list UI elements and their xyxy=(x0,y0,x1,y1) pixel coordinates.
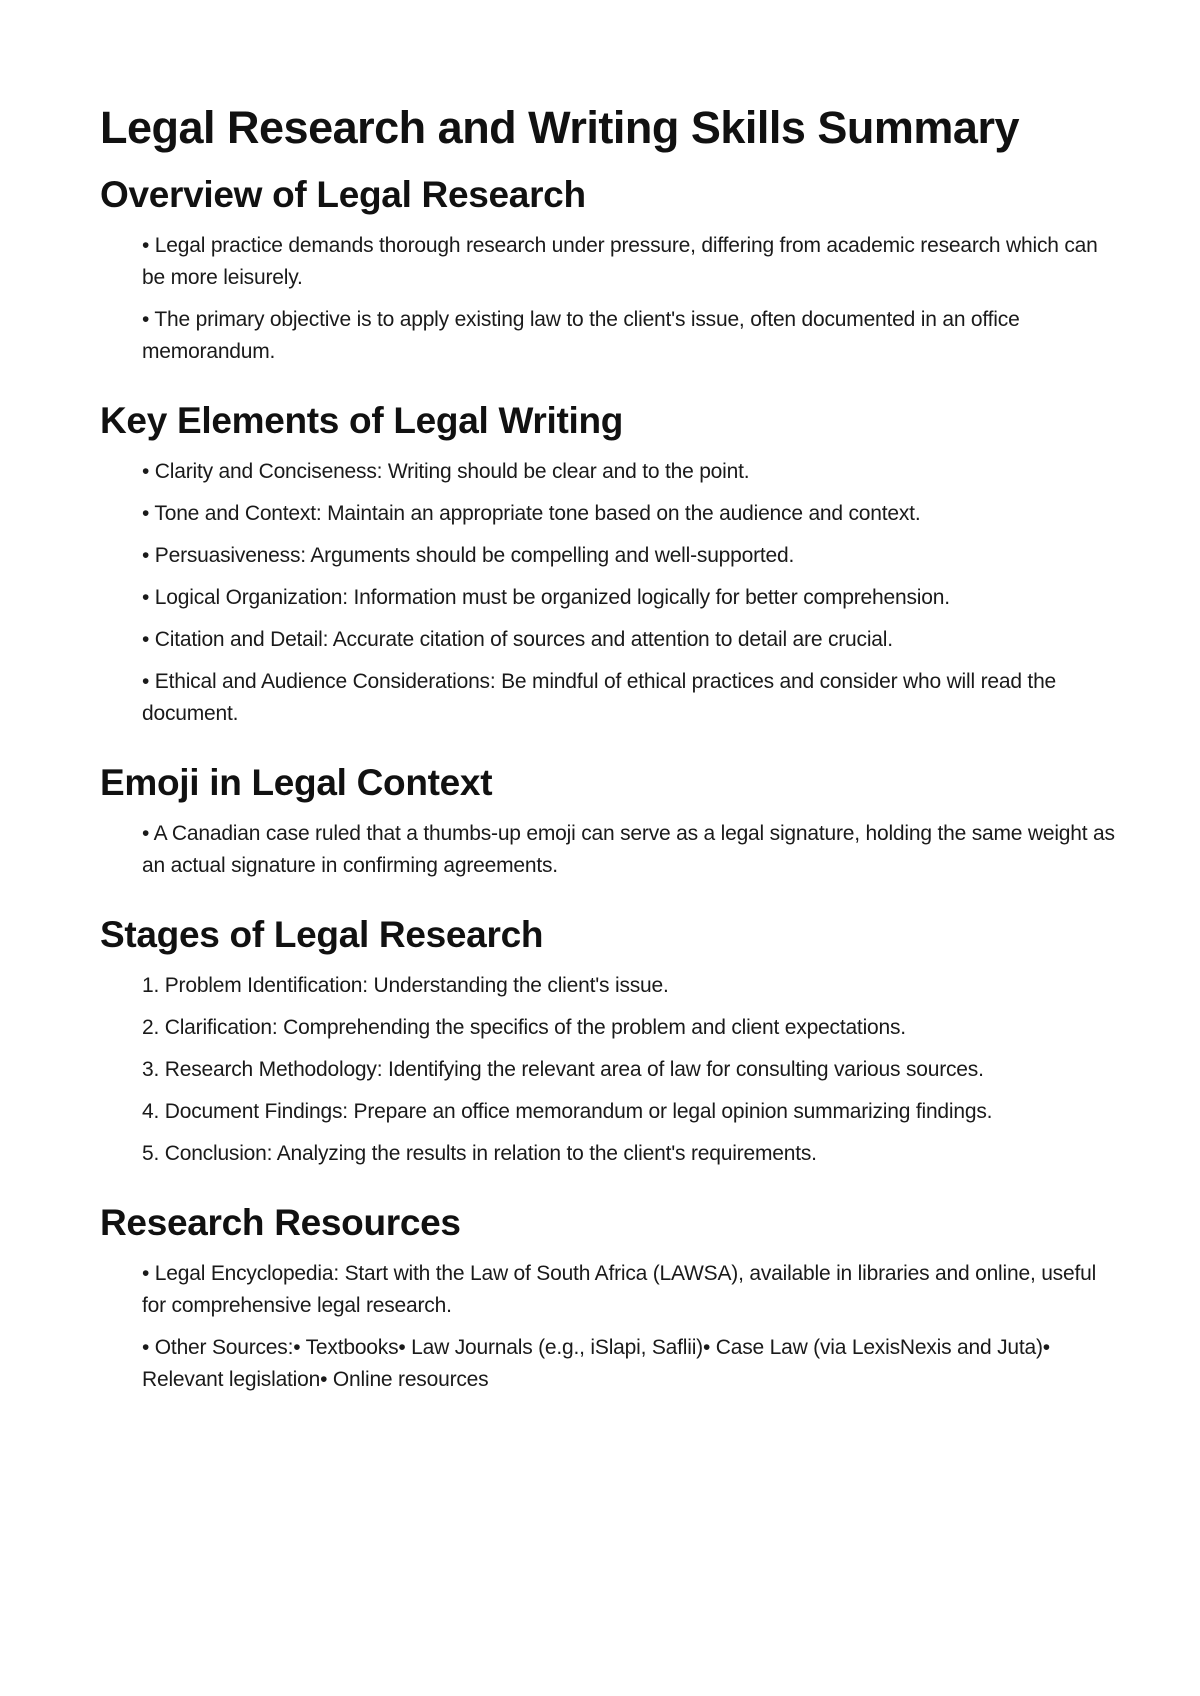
section-emoji xyxy=(100,758,1120,882)
list-item-text: Citation and Detail: Accurate citation of sources and attention to detail are crucial. xyxy=(154,628,893,651)
bullet-marker: • xyxy=(142,502,155,525)
bullet-marker: • xyxy=(142,544,155,567)
document-title: Legal Research and Writing Skills Summary xyxy=(100,102,1019,153)
list-item-text: A Canadian case ruled that a thumbs-up emoji can serve as a legal signature, holding the same weight as an actual signature in confirming agreements. xyxy=(142,822,1115,877)
list-item-text: Clarity and Conciseness: Writing should be clear and to the point. xyxy=(154,460,750,483)
list-item-text: Document Findings: Prepare an office memorandum or legal opinion summarizing findings. xyxy=(164,1100,993,1123)
bullet-marker: • xyxy=(142,1336,155,1359)
list-item xyxy=(142,1138,1120,1170)
bullet-list xyxy=(100,1258,1120,1396)
bullet-list xyxy=(100,230,1120,368)
bullet-marker: • xyxy=(142,460,155,483)
list-item xyxy=(142,624,1120,656)
number-marker: 2. xyxy=(142,1016,165,1039)
list-item-text: Logical Organization: Information must be organized logically for better comprehension. xyxy=(154,586,950,609)
list-item xyxy=(142,498,1120,530)
list-item-text: Ethical and Audience Considerations: Be mindful of ethical practices and consider who will read the document. xyxy=(142,670,1057,725)
list-item xyxy=(142,970,1120,1002)
section-heading: Key Elements of Legal Writing xyxy=(100,400,624,441)
list-item xyxy=(142,540,1120,572)
number-marker: 5. xyxy=(142,1142,165,1165)
bullet-list xyxy=(100,456,1120,730)
bullet-marker: • xyxy=(142,308,155,331)
number-marker: 4. xyxy=(142,1100,165,1123)
section-overview xyxy=(100,170,1120,368)
list-item xyxy=(142,1332,1120,1396)
list-item-text: Other Sources:• Textbooks• Law Journals (e.g., iSlapi, Saflii)• Case Law (via LexisNexis and Juta)• Relevant legislation• Online resources xyxy=(142,1336,1050,1391)
list-item-text: Legal practice demands thorough research under pressure, differing from academic research which can be more leisurely. xyxy=(142,234,1098,289)
list-item xyxy=(142,818,1120,882)
section-heading: Emoji in Legal Context xyxy=(100,762,493,803)
bullet-marker: • xyxy=(142,586,155,609)
bullet-marker: • xyxy=(142,234,155,257)
list-item-text: Research Methodology: Identifying the relevant area of law for consulting various sources. xyxy=(164,1058,984,1081)
bullet-list xyxy=(100,818,1120,882)
list-item-text: Conclusion: Analyzing the results in relation to the client's requirements. xyxy=(164,1142,817,1165)
list-item xyxy=(142,1054,1120,1086)
bullet-marker: • xyxy=(142,1262,155,1285)
numbered-list xyxy=(100,970,1120,1170)
number-marker: 3. xyxy=(142,1058,165,1081)
section-key-elements xyxy=(100,396,1120,730)
document-page xyxy=(100,98,1120,1396)
list-item xyxy=(142,1258,1120,1322)
list-item xyxy=(142,304,1120,368)
list-item xyxy=(142,666,1120,730)
list-item xyxy=(142,230,1120,294)
number-marker: 1. xyxy=(142,974,165,997)
section-heading: Research Resources xyxy=(100,1202,461,1243)
list-item-text: Persuasiveness: Arguments should be compelling and well-supported. xyxy=(154,544,795,567)
bullet-marker: • xyxy=(142,822,154,845)
list-item-text: Tone and Context: Maintain an appropriate tone based on the audience and context. xyxy=(154,502,921,525)
section-stages xyxy=(100,910,1120,1170)
list-item xyxy=(142,1096,1120,1128)
section-heading: Stages of Legal Research xyxy=(100,914,544,955)
section-resources xyxy=(100,1198,1120,1396)
bullet-marker: • xyxy=(142,628,155,651)
list-item-text: The primary objective is to apply existing law to the client's issue, often documented in an office memorandum. xyxy=(142,308,1020,363)
list-item xyxy=(142,1012,1120,1044)
list-item-text: Problem Identification: Understanding the client's issue. xyxy=(164,974,669,997)
list-item-text: Clarification: Comprehending the specifics of the problem and client expectations. xyxy=(164,1016,906,1039)
list-item xyxy=(142,456,1120,488)
bullet-marker: • xyxy=(142,670,155,693)
list-item xyxy=(142,582,1120,614)
list-item-text: Legal Encyclopedia: Start with the Law of South Africa (LAWSA), available in libraries and online, useful for comprehensive legal research. xyxy=(142,1262,1097,1317)
section-heading: Overview of Legal Research xyxy=(100,174,586,215)
